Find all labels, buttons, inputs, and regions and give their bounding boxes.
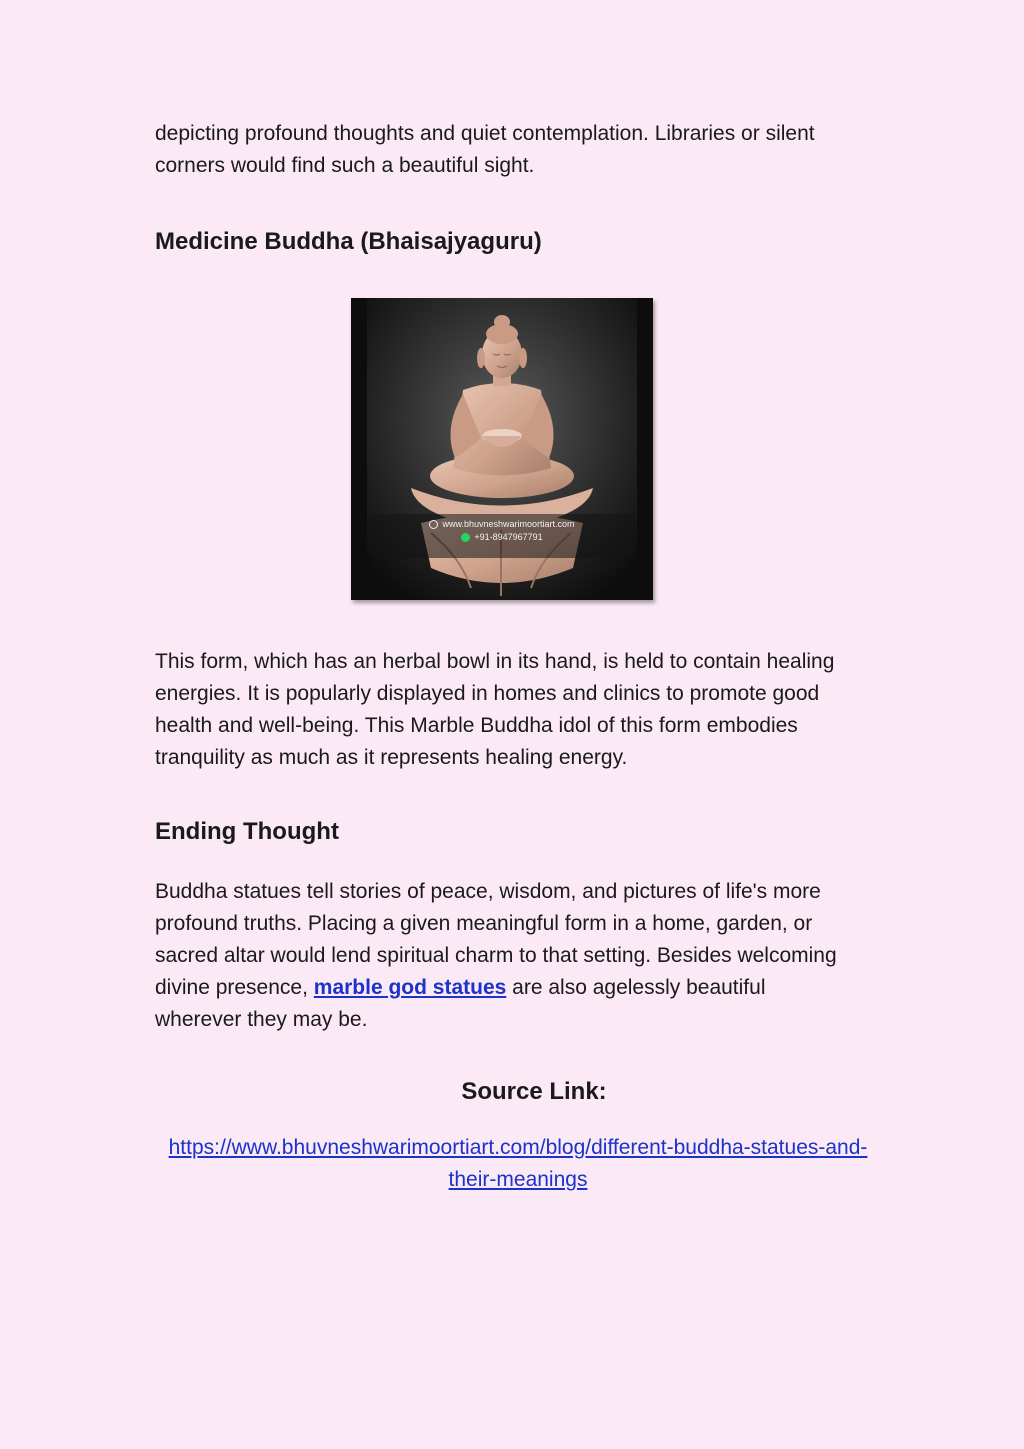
- whatsapp-icon: [461, 533, 470, 542]
- ending-text-before-link: Buddha statues tell stories of peace, wisdom, and pictures of life's more profound truths. Placing a given meaningful form in a home, garden, or sacred altar would lend spiritual charm to that setting. Besides welcoming divine presence,: [155, 880, 837, 999]
- watermark-site: www.bhuvneshwarimoortiart.com: [442, 519, 575, 529]
- image-watermark: [369, 514, 635, 558]
- ending-text-after-link: are also agelessly beautiful wherever they may be.: [155, 976, 766, 1031]
- ending-thought-heading: Ending Thought: [155, 818, 339, 845]
- globe-icon: [429, 520, 438, 529]
- medicine-buddha-heading: Medicine Buddha (Bhaisajyaguru): [155, 228, 542, 255]
- watermark-phone: +91-8947967791: [474, 532, 543, 542]
- source-link-heading: Source Link:: [461, 1078, 607, 1105]
- marble-god-statues-link[interactable]: marble god statues: [313, 976, 507, 999]
- medicine-paragraph: This form, which has an herbal bowl in its hand, is held to contain healing energies. It is popularly displayed in homes and clinics to promote good health and well-being. This Marble Buddha idol of this form embodies tranquility as much as it represents healing energy.: [155, 650, 835, 769]
- source-url-link[interactable]: https://www.bhuvneshwarimoortiart.com/blog/different-buddha-statues-and-their-meanings: [168, 1136, 868, 1191]
- ending-paragraph: [155, 876, 855, 1036]
- medicine-buddha-image: [351, 298, 653, 600]
- intro-paragraph: depicting profound thoughts and quiet contemplation. Libraries or silent corners would find such a beautiful sight.: [155, 122, 815, 177]
- figure-container: [152, 298, 852, 600]
- document-page: [155, 118, 868, 1196]
